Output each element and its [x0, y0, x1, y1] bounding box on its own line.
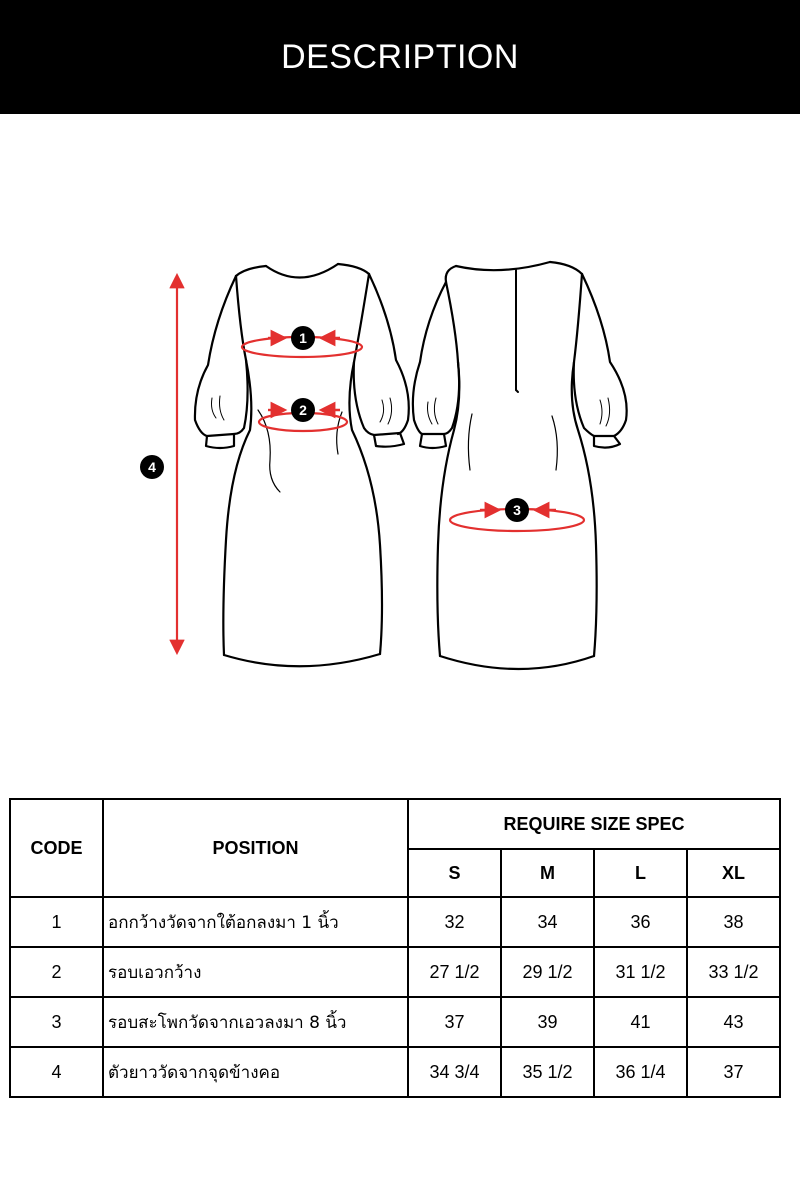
- position-header: POSITION: [103, 799, 408, 897]
- row-value-s: 27 1/2: [408, 947, 501, 997]
- row-value-m: 39: [501, 997, 594, 1047]
- dress-front-outline: [195, 264, 409, 666]
- measure-length: [140, 276, 177, 652]
- marker-2-label: 2: [299, 402, 307, 418]
- row-value-m: 35 1/2: [501, 1047, 594, 1097]
- size-header-m: M: [501, 849, 594, 897]
- row-value-xl: 33 1/2: [687, 947, 780, 997]
- marker-3-label: 3: [513, 502, 521, 518]
- row-code: 2: [10, 947, 103, 997]
- row-position: ตัวยาววัดจากจุดข้างคอ: [103, 1047, 408, 1097]
- table-row: [10, 947, 780, 997]
- dress-measurement-diagram: [0, 114, 800, 774]
- spec-header: REQUIRE SIZE SPEC: [408, 799, 780, 849]
- measure-waist: [259, 398, 347, 431]
- table-row: [10, 997, 780, 1047]
- row-value-s: 32: [408, 897, 501, 947]
- row-code: 1: [10, 897, 103, 947]
- header-bar: [0, 0, 800, 114]
- row-value-m: 34: [501, 897, 594, 947]
- size-header-s: S: [408, 849, 501, 897]
- size-spec-table: [9, 798, 781, 1098]
- row-code: 3: [10, 997, 103, 1047]
- row-value-s: 34 3/4: [408, 1047, 501, 1097]
- row-value-l: 36: [594, 897, 687, 947]
- row-value-s: 37: [408, 997, 501, 1047]
- marker-4-label: 4: [148, 459, 156, 475]
- row-position: รอบเอวกว้าง: [103, 947, 408, 997]
- table-row: [10, 1047, 780, 1097]
- measure-chest: [242, 326, 362, 357]
- row-value-l: 41: [594, 997, 687, 1047]
- row-value-m: 29 1/2: [501, 947, 594, 997]
- size-header-l: L: [594, 849, 687, 897]
- row-value-l: 36 1/4: [594, 1047, 687, 1097]
- row-position: รอบสะโพกวัดจากเอวลงมา 8 นิ้ว: [103, 997, 408, 1047]
- marker-1-label: 1: [299, 330, 307, 346]
- page-title: DESCRIPTION: [281, 37, 519, 76]
- code-header: CODE: [10, 799, 103, 897]
- measure-hip: [450, 498, 584, 531]
- dress-back-outline: [413, 262, 627, 669]
- table-row: [10, 897, 780, 947]
- row-code: 4: [10, 1047, 103, 1097]
- row-value-xl: 37: [687, 1047, 780, 1097]
- row-value-xl: 38: [687, 897, 780, 947]
- row-value-l: 31 1/2: [594, 947, 687, 997]
- size-header-xl: XL: [687, 849, 780, 897]
- row-position: อกกว้างวัดจากใต้อกลงมา 1 นิ้ว: [103, 897, 408, 947]
- row-value-xl: 43: [687, 997, 780, 1047]
